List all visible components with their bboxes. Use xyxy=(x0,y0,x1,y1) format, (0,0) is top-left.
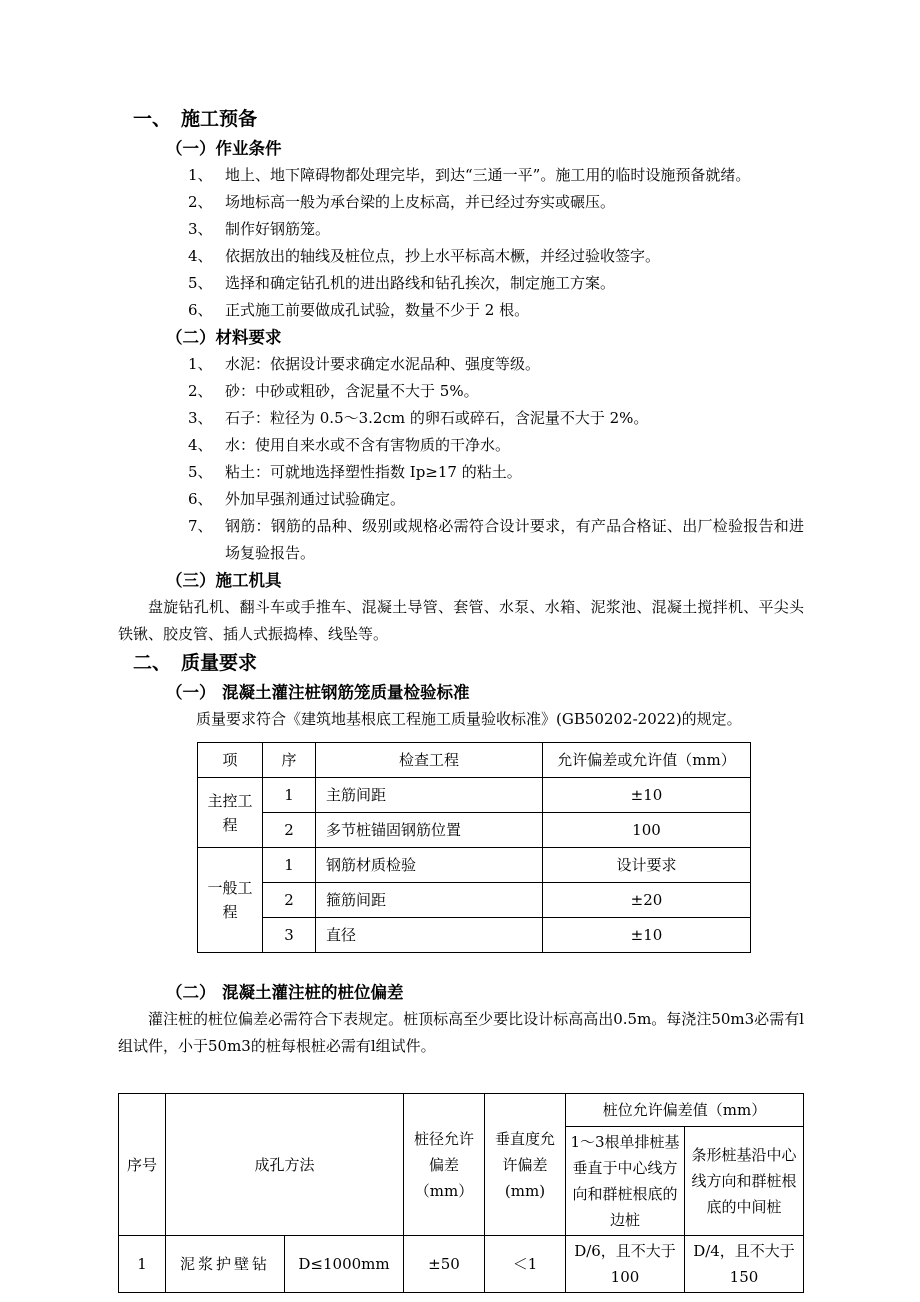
document-content xyxy=(118,104,804,1293)
list-item-text: 选择和确定钻孔机的进出路线和钻孔挨次，制定施工方案。 xyxy=(225,274,616,292)
section-title-2: 质量要求 xyxy=(181,652,258,674)
list-item xyxy=(118,162,804,189)
paragraph-standard-reference: 质量要求符合《建筑地基根底工程施工质量验收标准》(GB50202-2022)的规定。 xyxy=(196,710,742,728)
table-header-row-top xyxy=(119,1094,804,1127)
header-position-col2: 条形桩基沿中心线方向和群桩根底的中间桩 xyxy=(685,1127,804,1236)
cell-vertical-tolerance: ＜1 xyxy=(485,1236,566,1293)
subsection-heading-2-1 xyxy=(166,679,804,706)
cell-tolerance: 设计要求 xyxy=(543,848,751,883)
cell-sequence: 3 xyxy=(263,918,316,953)
list-item-text: 制作好钢筋笼。 xyxy=(225,220,331,238)
subsection-number-1-3: （三） xyxy=(166,571,216,590)
cell-sequence: 2 xyxy=(263,883,316,918)
list-item xyxy=(118,459,804,486)
list-item-text: 粘土：可就地选择塑性指数 Ip≥17 的粘土。 xyxy=(225,463,522,481)
cell-tolerance: ±20 xyxy=(543,883,751,918)
cell-item: 主筋间距 xyxy=(316,778,543,813)
subsection-title-1-1: 作业条件 xyxy=(215,139,282,158)
list-item xyxy=(118,189,804,216)
list-item xyxy=(118,270,804,297)
list-item-text: 外加早强剂通过试验确定。 xyxy=(225,490,406,508)
section-heading-2 xyxy=(133,648,804,678)
list-item xyxy=(118,243,804,270)
list-item-text: 水：使用自来水或不含有害物质的干净水。 xyxy=(225,436,511,454)
cell-tolerance: ±10 xyxy=(543,778,751,813)
list-item-text: 石子：粒径为 0.5～3.2cm 的卵石或碎石，含泥量不大于 2%。 xyxy=(225,409,649,427)
cell-method-spec: D≤1000mm xyxy=(285,1236,404,1293)
table-pile-position-deviation xyxy=(118,1093,804,1293)
subsection-title-2-1: 混凝土灌注桩钢筋笼质量检验标准 xyxy=(222,683,470,702)
cell-tolerance: ±10 xyxy=(543,918,751,953)
list-item xyxy=(118,513,804,567)
cell-position-col2: D/4，且不大于150 xyxy=(685,1236,804,1293)
list-material-requirements xyxy=(118,351,804,567)
cell-position-col1: D/6，且不大于100 xyxy=(566,1236,685,1293)
table-quality-inspection xyxy=(197,742,751,953)
list-item-index: 2、 xyxy=(188,382,213,400)
subsection-number-1-2: （二） xyxy=(166,328,216,347)
subsection-title-1-3: 施工机具 xyxy=(215,571,282,590)
header-no xyxy=(119,1094,166,1236)
list-item-text: 正式施工前要做成孔试验，数量不少于 2 根。 xyxy=(225,301,530,319)
list-item-index: 6、 xyxy=(188,301,213,319)
list-item-index: 2、 xyxy=(188,193,213,211)
table-deviation-wrapper xyxy=(118,1093,804,1293)
header-sequence: 序 xyxy=(263,743,316,778)
subsection-heading-1-1 xyxy=(166,135,804,162)
list-item-index: 5、 xyxy=(188,463,213,481)
list-item-index: 4、 xyxy=(188,436,213,454)
paragraph-construction-machinery: 盘旋钻孔机、翻斗车或手推车、混凝土导管、套管、水泵、水箱、泥浆池、混凝土搅拌机、平尖头铁锹、胶皮管、插人式振捣棒、线坠等。 xyxy=(118,598,804,643)
cell-diameter-tolerance: ±50 xyxy=(404,1236,485,1293)
list-item-text: 依据放出的轴线及桩位点，抄上水平标高木橛，并经过验收签字。 xyxy=(225,247,661,265)
cell-sequence: 1 xyxy=(263,848,316,883)
header-category: 项 xyxy=(198,743,263,778)
subsection-number-1-1: （一） xyxy=(166,139,216,158)
list-item-text: 场地标高一般为承台梁的上皮标高，并已经过夯实或碾压。 xyxy=(225,193,616,211)
section-title-1: 施工预备 xyxy=(181,108,258,130)
list-item xyxy=(118,216,804,243)
table-row xyxy=(198,813,751,848)
header-position-col1: 1～3根单排桩基垂直于中心线方向和群桩根底的边桩 xyxy=(566,1127,685,1236)
cell-item: 直径 xyxy=(316,918,543,953)
list-item xyxy=(118,432,804,459)
header-item: 检查工程 xyxy=(316,743,543,778)
cell-item: 箍筋间距 xyxy=(316,883,543,918)
table-row xyxy=(198,848,751,883)
list-item-index: 7、 xyxy=(188,517,213,535)
table-header-row xyxy=(198,743,751,778)
subsection-heading-1-3 xyxy=(166,567,804,594)
list-item xyxy=(118,405,804,432)
list-item-text: 钢筋：钢筋的品种、级别或规格必需符合设计要求，有产品合格证、出厂检验报告和进场复验报告。 xyxy=(225,517,804,562)
cell-sequence: 1 xyxy=(263,778,316,813)
list-item-index: 3、 xyxy=(188,220,213,238)
cell-method-name: 泥浆护壁钻 xyxy=(166,1236,285,1293)
subsection-number-2-1: （一） xyxy=(166,683,216,702)
cell-item: 多节桩锚固钢筋位置 xyxy=(316,813,543,848)
subsection-number-2-2: （二） xyxy=(166,983,216,1002)
table-row xyxy=(119,1236,804,1293)
list-item-index: 5、 xyxy=(188,274,213,292)
section-number-1: 一、 xyxy=(133,108,172,130)
list-item-index: 1、 xyxy=(188,355,213,373)
list-item xyxy=(118,351,804,378)
section-heading-1 xyxy=(133,104,804,134)
header-vertical-tolerance: 垂直度允许偏差(mm) xyxy=(485,1094,566,1236)
cell-category-general: 一般工程 xyxy=(198,848,263,953)
cell-category-main: 主控工程 xyxy=(198,778,263,848)
list-item-index: 3、 xyxy=(188,409,213,427)
list-item xyxy=(118,486,804,513)
header-method: 成孔方法 xyxy=(166,1094,404,1236)
subsection-heading-2-2 xyxy=(166,979,804,1006)
list-item xyxy=(118,378,804,405)
subsection-heading-1-2 xyxy=(166,324,804,351)
list-item-index: 6、 xyxy=(188,490,213,508)
cell-no: 1 xyxy=(119,1236,166,1293)
header-position-group: 桩位允许偏差值（mm） xyxy=(566,1094,804,1127)
subsection-title-1-2: 材料要求 xyxy=(215,328,282,347)
list-item-text: 水泥：依据设计要求确定水泥品种、强度等级。 xyxy=(225,355,541,373)
section-number-2: 二、 xyxy=(133,652,172,674)
list-item-text: 砂：中砂或粗砂，含泥量不大于 5%。 xyxy=(225,382,479,400)
list-work-conditions xyxy=(118,162,804,324)
cell-sequence: 2 xyxy=(263,813,316,848)
cell-item: 钢筋材质检验 xyxy=(316,848,543,883)
header-tolerance: 允许偏差或允许值（mm） xyxy=(543,743,751,778)
table-row xyxy=(198,883,751,918)
header-no-text: 序号 xyxy=(126,1155,157,1174)
cell-tolerance: 100 xyxy=(543,813,751,848)
table-row xyxy=(198,778,751,813)
table-row xyxy=(198,918,751,953)
subsection-title-2-2: 混凝土灌注桩的桩位偏差 xyxy=(222,983,404,1002)
list-item-index: 1、 xyxy=(188,166,213,184)
header-diameter-tolerance: 桩径允许偏差（mm） xyxy=(404,1094,485,1236)
list-item-index: 4、 xyxy=(188,247,213,265)
list-item-text: 地上、地下障碍物都处理完毕，到达“三通一平”。施工用的临时设施预备就绪。 xyxy=(225,166,751,184)
table-quality-wrapper xyxy=(197,742,804,953)
list-item xyxy=(118,297,804,324)
paragraph-pile-deviation: 灌注桩的桩位偏差必需符合下表规定。桩顶标高至少要比设计标高高出0.5m。每浇注50m3必需有l组试件，小于50m3的桩每根桩必需有l组试件。 xyxy=(118,1010,804,1055)
